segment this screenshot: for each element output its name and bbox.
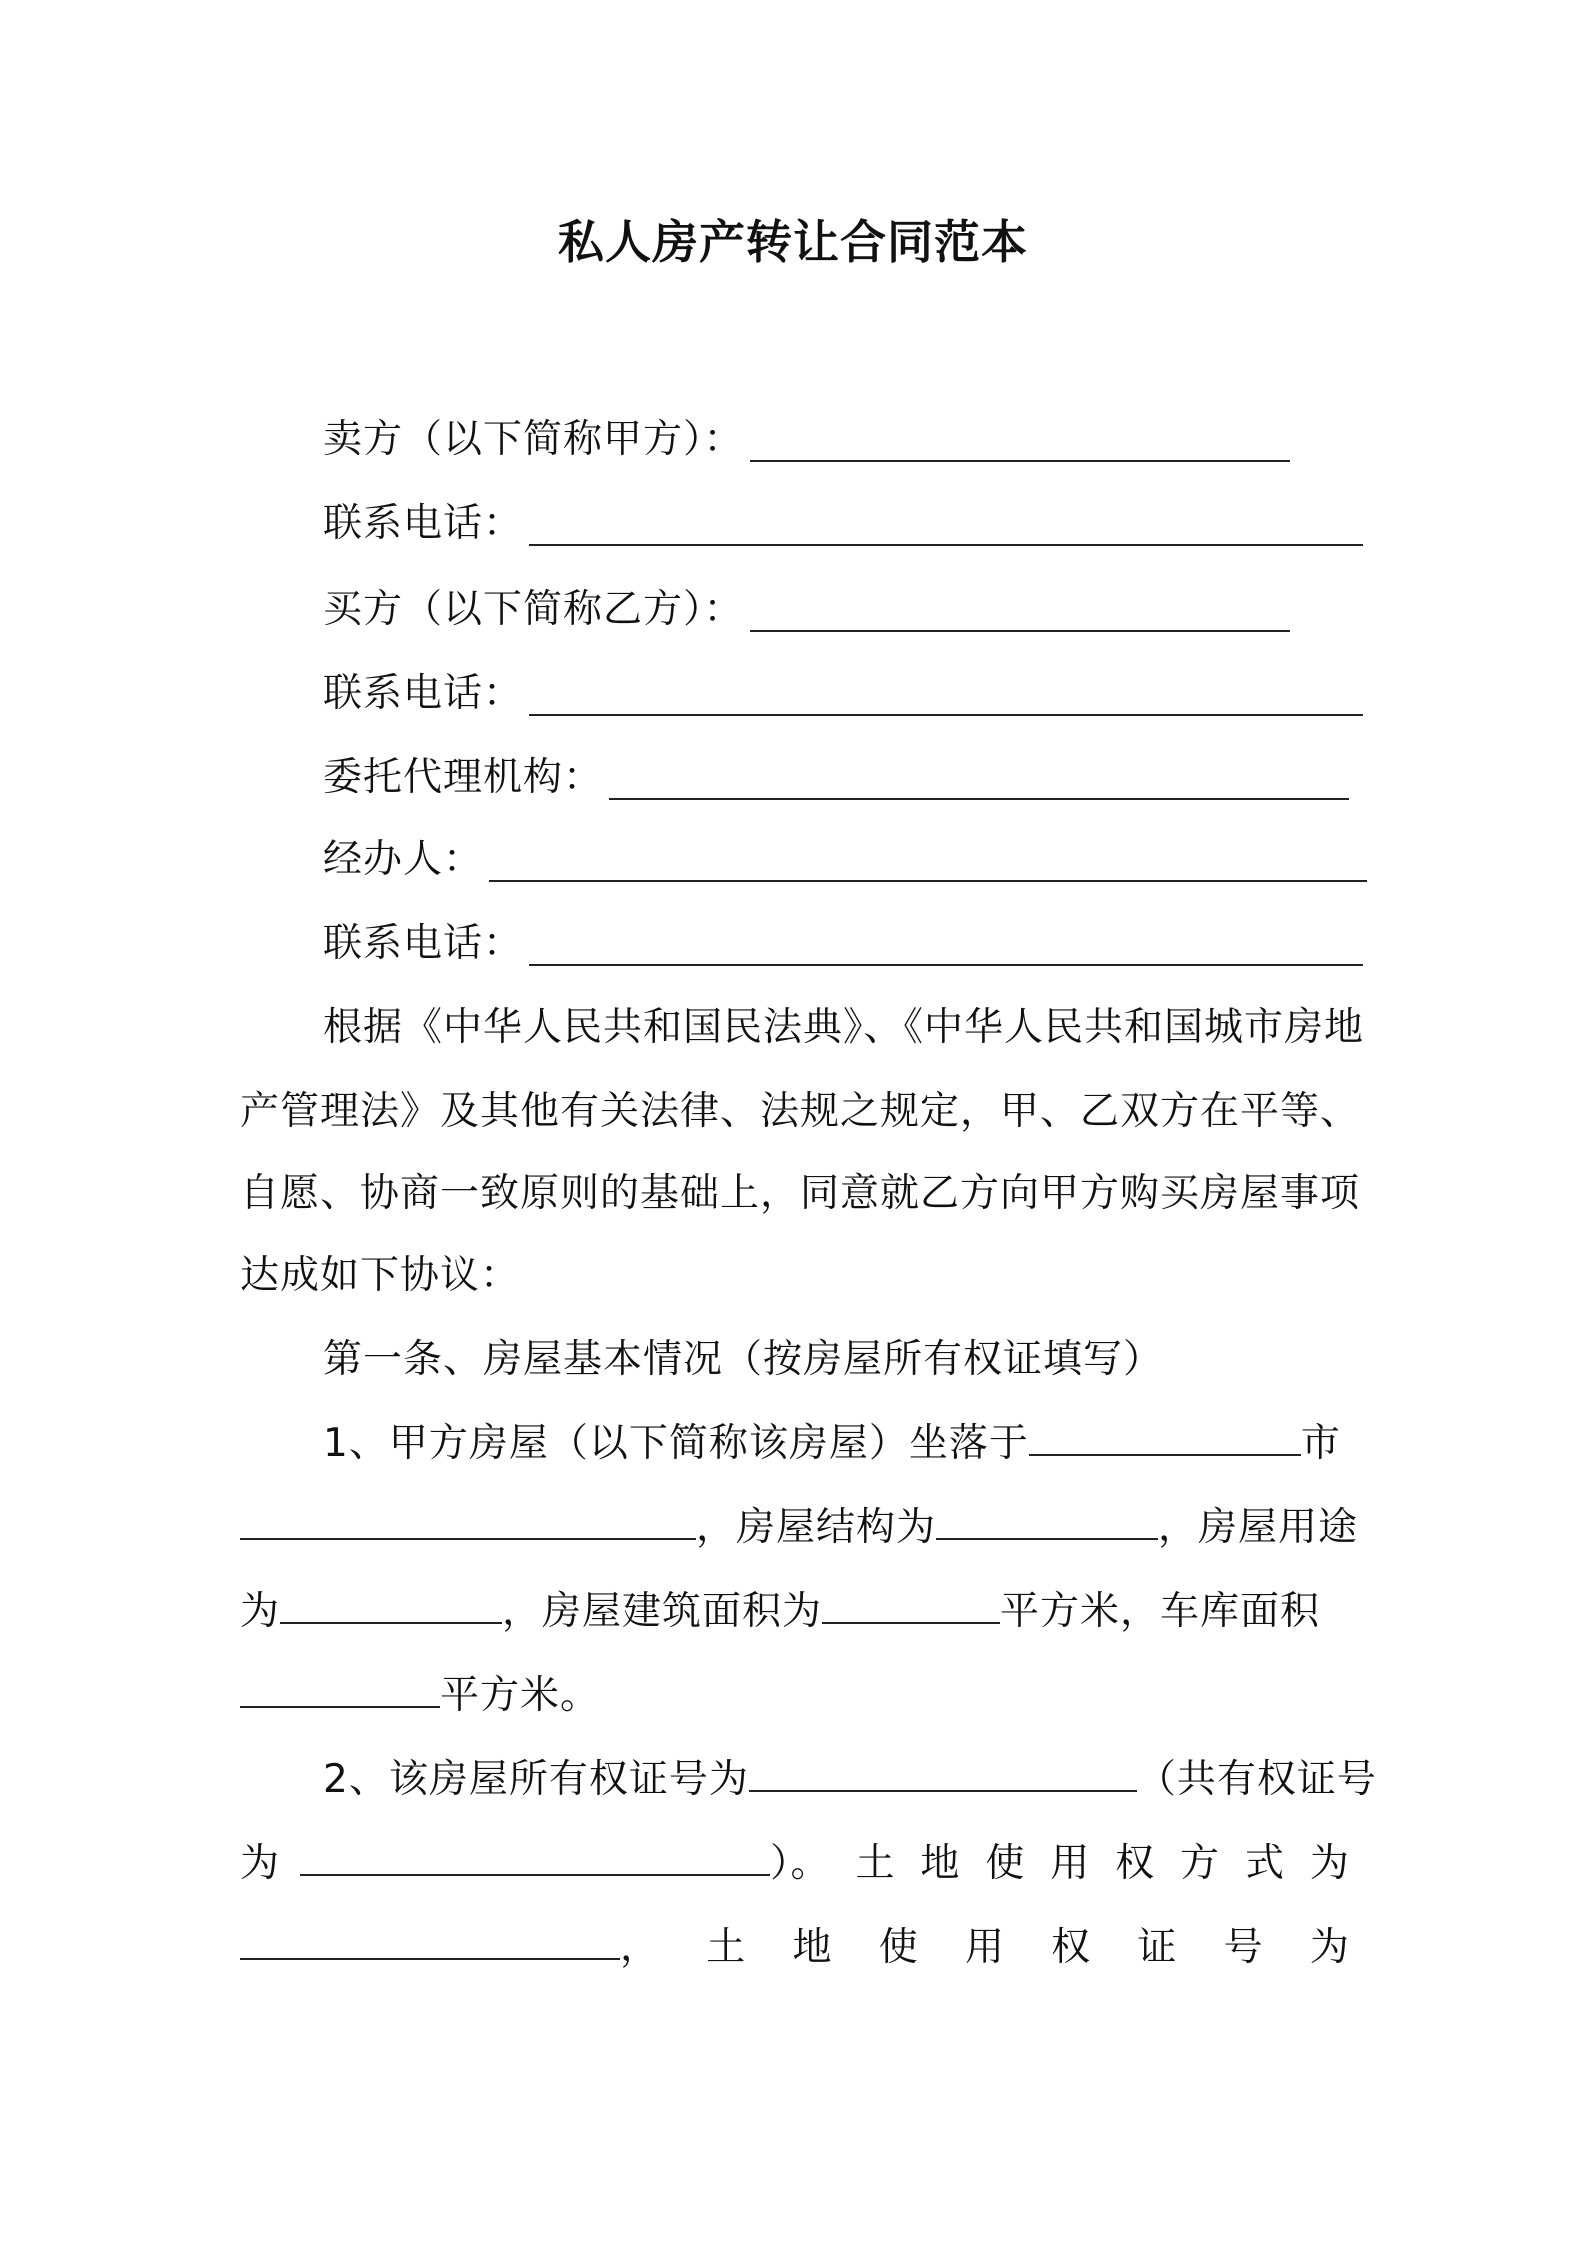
buyer-label: 买方（以下简称乙方）： [323,587,744,632]
handler-phone-field [323,916,1363,972]
handler-phone-label: 联系电话： [323,921,524,966]
handler-blank[interactable] [489,840,1367,882]
land-use-method-blank[interactable] [240,1924,620,1960]
land-use-char: 使 [985,1841,1026,1886]
land-cert-char: 使 [878,1925,919,1970]
handler-field [323,832,1367,888]
agency-field [323,750,1349,806]
floor-area-blank[interactable] [822,1588,1000,1624]
land-cert-char: 土 [706,1925,747,1970]
land-cert-char: 用 [964,1925,1005,1970]
item2-line3-lead [240,1920,660,1976]
preamble-line-4: 达成如下协议： [240,1253,521,1298]
seller-blank[interactable] [750,420,1290,462]
item2-text-4: ）。 [770,1841,831,1886]
seller-phone-label: 联系电话： [323,501,524,546]
land-use-char: 权 [1115,1841,1156,1886]
item2-text-2: （共有权证号 [1136,1757,1377,1802]
article1-item1-line3 [240,1584,1350,1640]
article1-item1-line2 [240,1500,1359,1556]
article1-item2-line1 [240,1752,1377,1808]
land-cert-char: 为 [1309,1925,1350,1970]
item1-text-6: ，房屋建筑面积为 [502,1589,823,1634]
article1-heading: 第一条、房屋基本情况（按房屋所有权证填写） [323,1337,1164,1382]
handler-label: 经办人： [323,837,484,882]
preamble-line-2: 产管理法》及其他有关法律、法规之规定，甲、乙双方在平等、 [240,1089,1361,1134]
item2-text-6: ， [620,1925,661,1970]
preamble-line-3: 自愿、协商一致原则的基础上，同意就乙方向甲方购买房屋事项 [240,1171,1361,1216]
buyer-phone-blank[interactable] [529,674,1363,716]
land-use-char: 用 [1050,1841,1091,1886]
land-cert-char: 证 [1137,1925,1178,1970]
item2-text-3: 为 [240,1841,281,1886]
seller-field [323,412,1290,468]
land-use-char: 方 [1180,1841,1221,1886]
item1-text-8: 平方米。 [440,1673,601,1718]
seller-phone-blank[interactable] [529,504,1363,546]
co-ownership-no-blank[interactable] [300,1840,770,1876]
buyer-phone-label: 联系电话： [323,671,524,716]
agency-label: 委托代理机构： [323,755,604,800]
preamble-line-1: 根据《中华人民共和国民法典》、《中华人民共和国城市房地 [323,1005,1365,1050]
land-use-char: 式 [1244,1841,1285,1886]
garage-area-blank[interactable] [240,1672,440,1708]
structure-blank[interactable] [936,1504,1158,1540]
item2-line2-lead [240,1836,831,1892]
land-use-char: 土 [855,1841,896,1886]
buyer-phone-field [323,666,1363,722]
item1-text-7: 平方米，车库面积 [1000,1589,1321,1634]
item1-text-5: 为 [240,1589,281,1634]
seller-phone-field [323,496,1363,552]
land-use-char: 地 [920,1841,961,1886]
item2-text-1: 2、该房屋所有权证号为 [323,1757,749,1802]
handler-phone-blank[interactable] [529,924,1363,966]
location-blank[interactable] [240,1504,696,1540]
city-blank[interactable] [1029,1420,1301,1456]
item1-text-2: 市 [1300,1421,1341,1466]
land-cert-char: 地 [792,1925,833,1970]
article1-item1-line4 [240,1668,1350,1724]
item1-text-3: ，房屋结构为 [696,1505,937,1550]
article1-item2-line2 [240,1836,1350,1892]
article1-item1-line1 [240,1416,1350,1472]
item1-text-1: 1、甲方房屋（以下简称该房屋）坐落于 [323,1421,1029,1466]
certificate-no-blank[interactable] [749,1756,1137,1792]
article1-item2-line3 [240,1920,1350,1976]
document-title: 私人房产转让合同范本 [558,215,1028,269]
land-use-char: 为 [1309,1841,1350,1886]
land-cert-char: 权 [1051,1925,1092,1970]
usage-blank[interactable] [280,1588,502,1624]
buyer-field [323,582,1290,638]
seller-label: 卖方（以下简称甲方）： [323,417,744,462]
buyer-blank[interactable] [750,590,1290,632]
land-cert-char: 号 [1223,1925,1264,1970]
agency-blank[interactable] [609,758,1349,800]
item1-text-4: ，房屋用途 [1158,1505,1359,1550]
